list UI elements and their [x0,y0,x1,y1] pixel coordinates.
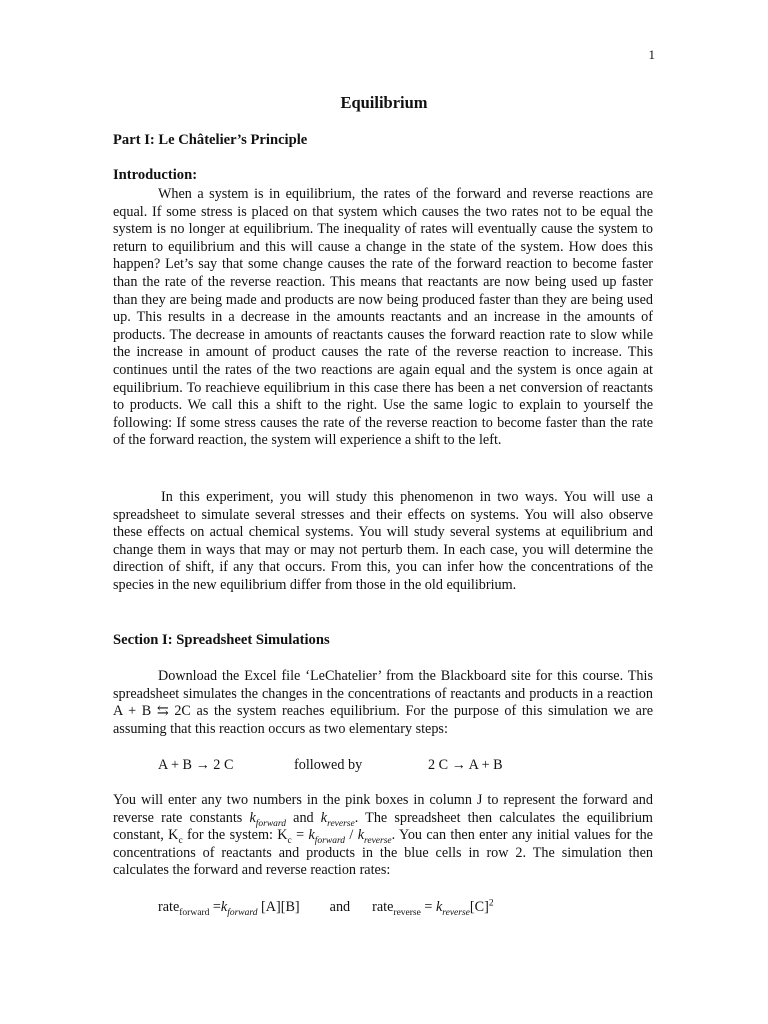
reaction-step-reverse: 2 C → A + B [428,757,503,773]
section-heading: Section I: Spreadsheet Simulations [113,632,330,648]
page-title: Equilibrium [340,93,428,112]
reverse-rate-equation: rate$_{reverse}$ = $k_{reverse}[C]^2$ [372,898,494,918]
elementary-steps [158,757,538,775]
enter-paragraph-block [113,792,653,880]
rate-and: and [329,899,351,915]
intro-paragraph-block [113,186,653,450]
experiment-paragraph: In this experiment, you will study this phenomenon in two ways. You will use a spreadsheet to simulate several stresses and their effects on systems. You will also observe these effects on actual chemical systems. You will study several systems at equilibrium and change them in ways that may or may not perturb them. In each case, you will determine the direction of shift, if any that occurs. From this, you can infer how the concentrations of the species in the new equilibrium differ from those in the old equilibrium. [113,489,653,593]
enter-paragraph: You will enter any two numbers in the pink boxes in column J to represent the forward and reverse rate constants $k_{forward}$ and $k_{reverse}$. The spreadsheet then calculates the equilibrium constant, $K_c$ for the system: $K_c = k_{forward} / k_{reverse}$. You can then enter any initial values for the concentrations of reactants and products in the blue cells in row 2. The simulation then calculates the forward and reverse reaction rates: [113,792,653,879]
download-paragraph: Download the Excel file ‘LeChatelier’ from the Blackboard site for this course. This spreadsheet simulates the changes in the concentrations of reactants and products in a reaction A + B ⇆ 2C as the system reaches equilibrium. For the purpose of this simulation we are assuming that this reaction occurs as two elementary steps: [113,668,653,737]
experiment-paragraph-block [113,489,653,595]
rate-equations [158,899,494,917]
part-heading: Part I: Le Châtelier’s Principle [113,132,308,148]
reaction-connector: followed by [294,757,363,773]
reaction-step-forward: A + B → 2 C [158,757,234,773]
forward-rate-equation: rate$_{forward}$ $=k_{forward}$ [A][B] [158,899,300,918]
page-number: 1 [648,47,655,62]
intro-heading: Introduction: [113,167,198,183]
download-paragraph-block [113,668,653,738]
intro-paragraph: When a system is in equilibrium, the rates of the forward and reverse reactions are equal. If some stress is placed on that system which causes the two rates not to be equal the system is no longer at equilibrium. The inequality of rates will eventually cause the system to return to equilibrium and this will cause a change in the state of the system. How does this happen? Let’s say that some change causes the rate of the forward reaction to become faster than the rate of the reverse reaction. This means that reactants are now being used up faster than they are being made and products are now being produced faster than they are being used up. This results in a decrease in the amounts reactants and an increase in the amounts of products. The decrease in amounts of reactants causes the forward reaction rate to slow while the increase in amount of product causes the rate of the reverse reaction to increase. This continues until the rates of the two reactions are again equal and the system is once again at equilibrium. To reachieve equilibrium in this case there has been a net conversion of reactants to products. We call this a shift to the right. Use the same logic to explain to yourself the following: If some stress causes the rate of the reverse reaction to become faster than the rate of the forward reaction, the system will experience a shift to the left. [113,186,653,449]
